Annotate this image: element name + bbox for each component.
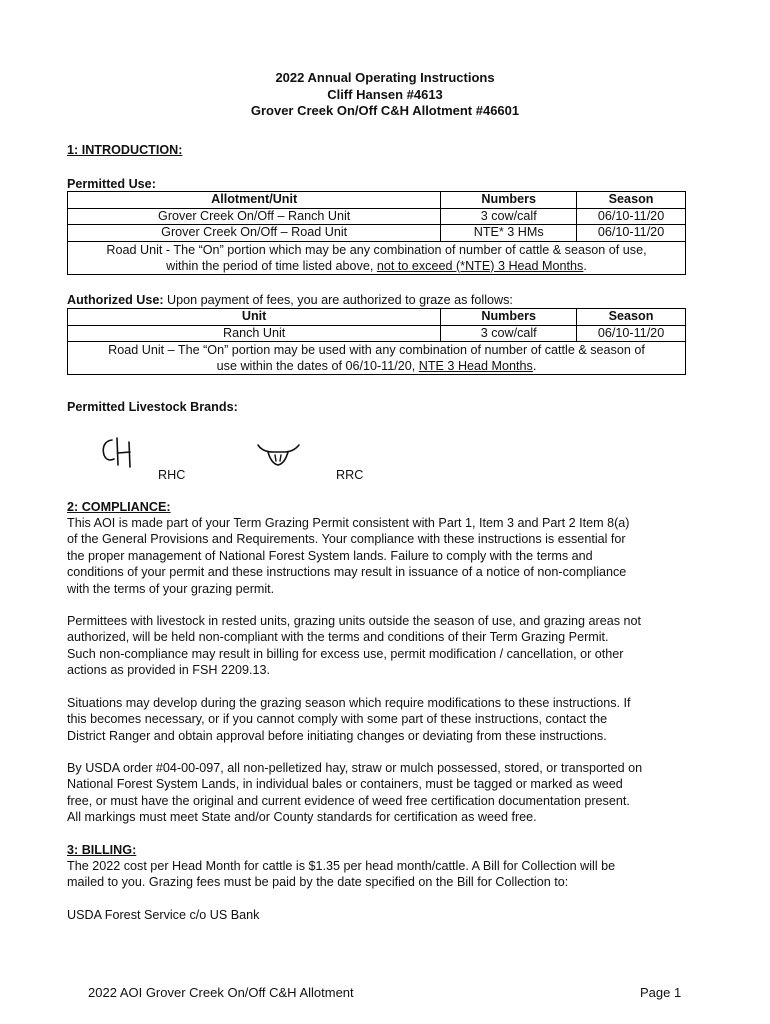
footer-page-number: Page 1: [640, 985, 682, 1000]
footer-document-name: 2022 AOI Grover Creek On/Off C&H Allotment: [88, 985, 354, 1000]
note-underlined: not to exceed (*NTE) 3 Head Months: [376, 258, 584, 273]
permitted-use-table: [67, 191, 686, 275]
table-note-cell: [68, 342, 686, 375]
table-header-cell: Numbers: [441, 309, 577, 326]
table-note-row: [68, 342, 686, 375]
authorized-use-line: [67, 292, 707, 308]
paragraph-line: Permittees with livestock in rested units, grazing units outside the season of use, and grazing areas not: [67, 614, 642, 628]
billing-heading: 3: BILLING:: [67, 843, 137, 857]
table-header-cell: Season: [577, 192, 686, 209]
table-row: [68, 208, 686, 225]
table-cell: 06/10-11/20: [577, 225, 686, 242]
compliance-paragraph-3: [67, 695, 707, 744]
note-end: .: [583, 258, 587, 273]
billing-payee: USDA Forest Service c/o US Bank: [67, 908, 260, 922]
table-cell: 06/10-11/20: [577, 325, 686, 342]
paragraph-line: with the terms of your grazing permit.: [67, 581, 275, 596]
table-row: [68, 325, 686, 342]
authorized-use-label: Authorized Use:: [67, 293, 164, 307]
paragraph-line: authorized, will be held non-compliant with the terms and conditions of their Term Grazing Permit.: [67, 630, 609, 645]
table-cell: Grover Creek On/Off – Road Unit: [68, 225, 441, 242]
paragraph-line: All markings must meet State and/or County standards for certification as weed free.: [67, 810, 537, 825]
paragraph-line: the proper management of National Forest System lands. Failure to comply with the terms and: [67, 548, 593, 563]
paragraph-line: District Ranger and obtain approval before initiating changes or deviating from these instructions.: [67, 728, 607, 743]
permitted-use-label: Permitted Use:: [67, 177, 156, 191]
table-cell: 06/10-11/20: [577, 208, 686, 225]
table-header-cell: Numbers: [441, 192, 577, 209]
table-cell: Grover Creek On/Off – Ranch Unit: [68, 208, 441, 225]
paragraph-line: By USDA order #04-00-097, all non-pelletized hay, straw or mulch possessed, stored, or transported on: [67, 761, 643, 775]
authorized-use-table: [67, 308, 686, 375]
document-title: [0, 70, 770, 120]
paragraph-line: conditions of your permit and these instructions may result in issuance of a notice of non-compliance: [67, 565, 627, 580]
table-note-row: [68, 241, 686, 274]
table-cell: NTE* 3 HMs: [441, 225, 577, 242]
paragraph-line: mailed to you. Grazing fees must be paid by the date specified on the Bill for Collection to:: [67, 875, 569, 890]
note-end: .: [532, 359, 537, 373]
note-line-1: Road Unit – The “On” portion may be used with any combination of number of cattle & season of: [108, 343, 645, 357]
title-line-1: 2022 Annual Operating Instructions: [275, 70, 495, 85]
authorized-use-text: Upon payment of fees, you are authorized to graze as follows:: [163, 293, 513, 307]
rrc-brand-icon: [254, 441, 302, 469]
table-cell: 3 cow/calf: [441, 325, 577, 342]
title-line-2: Cliff Hansen #4613: [327, 86, 443, 102]
table-note-cell: [68, 241, 686, 274]
note-underlined: NTE 3 Head Months: [418, 359, 533, 373]
paragraph-line: free, or must have the original and current evidence of weed free certification documentation present.: [67, 793, 630, 808]
note-line-2: use within the dates of 06/10-11/20,: [216, 359, 419, 373]
table-header-row: [68, 309, 686, 326]
note-line-1: Road Unit - The “On” portion which may be any combination of number of cattle & season of use,: [106, 242, 647, 257]
compliance-paragraph-2: [67, 613, 707, 679]
table-header-cell: Season: [577, 309, 686, 326]
intro-heading: 1: INTRODUCTION:: [67, 143, 183, 157]
table-header-cell: Allotment/Unit: [68, 192, 441, 209]
brand-label-rrc: RRC: [336, 468, 364, 482]
brand-label-rhc: RHC: [158, 468, 186, 482]
paragraph-line: of the General Provisions and Requirements. Your compliance with these instructions is essential for: [67, 532, 626, 547]
compliance-paragraph-1: [67, 515, 707, 597]
table-cell: Ranch Unit: [68, 325, 441, 342]
note-line-2: within the period of time listed above,: [166, 258, 377, 273]
table-row: [68, 225, 686, 242]
billing-paragraph: [67, 858, 707, 891]
rhc-brand-icon: [98, 436, 140, 470]
paragraph-line: actions as provided in FSH 2209.13.: [67, 663, 271, 678]
paragraph-line: this becomes necessary, or if you cannot comply with some part of these instructions, contact the: [67, 712, 608, 727]
table-header-cell: Unit: [68, 309, 441, 326]
table-cell: 3 cow/calf: [441, 208, 577, 225]
paragraph-line: This AOI is made part of your Term Grazing Permit consistent with Part 1, Item 3 and Part 2 Item 8(a): [67, 516, 630, 530]
paragraph-line: Situations may develop during the grazing season which require modifications to these instructions. If: [67, 696, 631, 710]
paragraph-line: National Forest System Lands, in individual bales or containers, must be tagged or marked as weed: [67, 777, 623, 792]
paragraph-line: Such non-compliance may result in billing for excess use, permit modification / cancellation, or other: [67, 646, 624, 661]
table-header-row: [68, 192, 686, 209]
compliance-heading: 2: COMPLIANCE:: [67, 500, 171, 514]
brands-label: Permitted Livestock Brands:: [67, 400, 238, 414]
title-line-3: Grover Creek On/Off C&H Allotment #46601: [250, 103, 520, 118]
compliance-paragraph-4: [67, 760, 707, 826]
paragraph-line: The 2022 cost per Head Month for cattle is $1.35 per head month/cattle. A Bill for Collection will be: [67, 859, 616, 873]
